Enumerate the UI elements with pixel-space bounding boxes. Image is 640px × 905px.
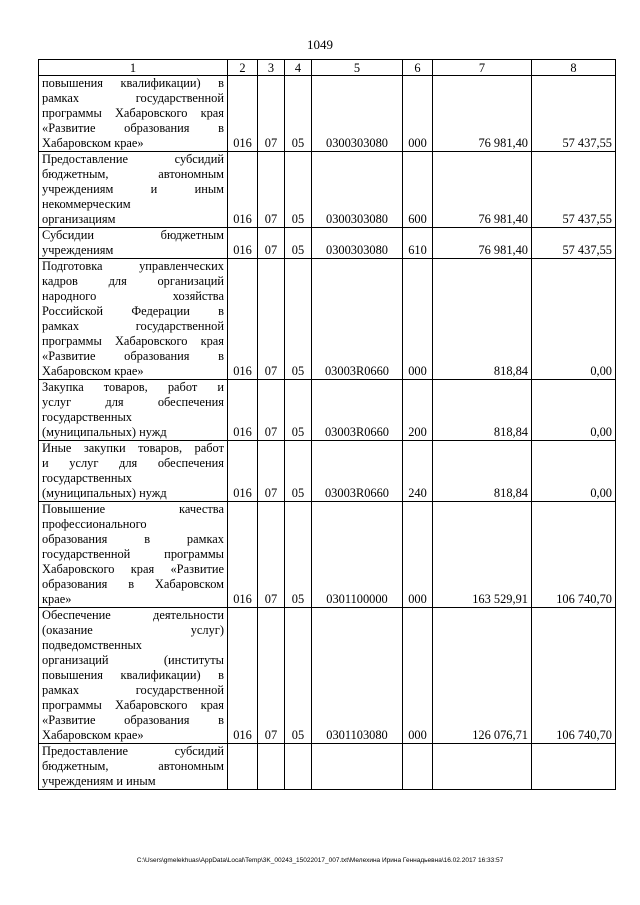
subsection-code	[285, 744, 312, 790]
col-header-3: 3	[258, 60, 285, 76]
executed-amount: 0,00	[532, 380, 616, 441]
description-line: кадров для организаций	[42, 274, 224, 288]
grbs-code	[228, 744, 258, 790]
description-line: Обеспечение деятельности	[42, 608, 224, 622]
description-line: Предоставление субсидий	[42, 152, 224, 166]
grbs-code: 016	[228, 152, 258, 228]
row-description	[39, 380, 228, 441]
description-line: повышения квалификации) в	[42, 76, 224, 90]
expense-type-code: 240	[403, 441, 433, 502]
col-header-2: 2	[228, 60, 258, 76]
expense-type-code: 000	[403, 502, 433, 608]
executed-amount	[532, 744, 616, 790]
table-row	[39, 76, 616, 152]
description-line: учреждениям и иным	[42, 774, 156, 788]
description-line: организациям	[42, 212, 116, 226]
section-code: 07	[258, 608, 285, 744]
table-row	[39, 608, 616, 744]
description-line: Предоставление субсидий	[42, 744, 224, 758]
expense-type-code	[403, 744, 433, 790]
description-line: Российской Федерации в	[42, 304, 224, 318]
executed-amount: 106 740,70	[532, 502, 616, 608]
subsection-code: 05	[285, 76, 312, 152]
description-line: рамках государственной	[42, 91, 224, 105]
description-line: государственных	[42, 471, 133, 485]
budget-table	[38, 59, 616, 790]
subsection-code: 05	[285, 380, 312, 441]
description-line: Хабаровского края «Развитие	[42, 562, 224, 576]
expense-type-code: 600	[403, 152, 433, 228]
col-header-5: 5	[312, 60, 403, 76]
table-row	[39, 502, 616, 608]
expense-type-code: 610	[403, 228, 433, 259]
col-header-4: 4	[285, 60, 312, 76]
planned-amount: 76 981,40	[433, 76, 532, 152]
description-line: государственной программы	[42, 547, 224, 561]
description-line: Повышение качества	[42, 502, 224, 516]
target-article-code: 0300303080	[312, 76, 403, 152]
col-header-1: 1	[39, 60, 228, 76]
grbs-code: 016	[228, 502, 258, 608]
target-article-code: 0301100000	[312, 502, 403, 608]
section-code: 07	[258, 502, 285, 608]
executed-amount: 57 437,55	[532, 228, 616, 259]
subsection-code: 05	[285, 228, 312, 259]
subsection-code: 05	[285, 152, 312, 228]
row-description	[39, 744, 228, 790]
grbs-code: 016	[228, 259, 258, 380]
col-header-8: 8	[532, 60, 616, 76]
subsection-code: 05	[285, 608, 312, 744]
target-article-code: 03003R0660	[312, 441, 403, 502]
planned-amount	[433, 744, 532, 790]
description-line: Иные закупки товаров, работ	[42, 441, 224, 455]
description-line: «Развитие образования в	[42, 713, 224, 727]
description-line: повышения квалификации) в	[42, 668, 224, 682]
file-path-footer: C:\Users\gmelekhuas\AppData\Local\Temp\3K_00243_15022017_007.txt\Мелехина Ирина Геннадьевна\16.02.2017 16:33:57	[136, 857, 504, 864]
planned-amount: 818,84	[433, 380, 532, 441]
description-line: рамках государственной	[42, 319, 224, 333]
description-line: Хабаровском крае»	[42, 136, 144, 150]
table-row	[39, 259, 616, 380]
description-line: учреждениям и иным	[42, 182, 224, 196]
col-header-6: 6	[403, 60, 433, 76]
executed-amount: 0,00	[532, 259, 616, 380]
description-line: бюджетным, автономным	[42, 167, 224, 181]
executed-amount: 57 437,55	[532, 152, 616, 228]
expense-type-code: 200	[403, 380, 433, 441]
description-line: «Развитие образования в	[42, 121, 224, 135]
table-row	[39, 152, 616, 228]
description-line: подведомственных	[42, 638, 142, 652]
page-number: 1049	[307, 37, 333, 52]
description-line: Субсидии бюджетным	[42, 228, 224, 242]
grbs-code: 016	[228, 380, 258, 441]
description-line: Хабаровском крае»	[42, 728, 144, 742]
header-row	[39, 60, 616, 76]
row-description	[39, 608, 228, 744]
target-article-code: 0301103080	[312, 608, 403, 744]
description-line: профессионального	[42, 517, 147, 531]
section-code: 07	[258, 380, 285, 441]
row-description	[39, 502, 228, 608]
description-line: (муниципальных) нужд	[42, 425, 167, 439]
planned-amount: 76 981,40	[433, 152, 532, 228]
planned-amount: 126 076,71	[433, 608, 532, 744]
description-line: крае»	[42, 592, 72, 606]
description-line: (оказание услуг)	[42, 623, 224, 637]
description-line: «Развитие образования в	[42, 349, 224, 363]
subsection-code: 05	[285, 441, 312, 502]
description-line: Закупка товаров, работ и	[42, 380, 224, 394]
grbs-code: 016	[228, 228, 258, 259]
row-description	[39, 441, 228, 502]
table-row	[39, 744, 616, 790]
grbs-code: 016	[228, 76, 258, 152]
target-article-code	[312, 744, 403, 790]
expense-type-code: 000	[403, 259, 433, 380]
section-code: 07	[258, 76, 285, 152]
subsection-code: 05	[285, 259, 312, 380]
row-description	[39, 152, 228, 228]
description-line: программы Хабаровского края	[42, 106, 224, 120]
description-line: бюджетным, автономным	[42, 759, 224, 773]
executed-amount: 0,00	[532, 441, 616, 502]
section-code: 07	[258, 228, 285, 259]
description-line: (муниципальных) нужд	[42, 486, 167, 500]
executed-amount: 106 740,70	[532, 608, 616, 744]
col-header-7: 7	[433, 60, 532, 76]
table-row	[39, 441, 616, 502]
target-article-code: 03003R0660	[312, 380, 403, 441]
description-line: некоммерческим	[42, 197, 131, 211]
table-row	[39, 228, 616, 259]
description-line: государственных	[42, 410, 133, 424]
grbs-code: 016	[228, 441, 258, 502]
section-code: 07	[258, 441, 285, 502]
executed-amount: 57 437,55	[532, 76, 616, 152]
description-line: учреждениям	[42, 243, 114, 257]
description-line: образования в Хабаровском	[42, 577, 224, 591]
description-line: программы Хабаровского края	[42, 334, 224, 348]
section-code	[258, 744, 285, 790]
description-line: программы Хабаровского края	[42, 698, 224, 712]
description-line: и услуг для обеспечения	[42, 456, 224, 470]
row-description	[39, 259, 228, 380]
target-article-code: 0300303080	[312, 228, 403, 259]
planned-amount: 163 529,91	[433, 502, 532, 608]
target-article-code: 0300303080	[312, 152, 403, 228]
section-code: 07	[258, 152, 285, 228]
description-line: рамках государственной	[42, 683, 224, 697]
description-line: услуг для обеспечения	[42, 395, 224, 409]
target-article-code: 03003R0660	[312, 259, 403, 380]
subsection-code: 05	[285, 502, 312, 608]
description-line: народного хозяйства	[42, 289, 224, 303]
row-description	[39, 76, 228, 152]
description-line: организаций (институты	[42, 653, 224, 667]
description-line: образования в рамках	[42, 532, 224, 546]
description-line: Хабаровском крае»	[42, 364, 144, 378]
section-code: 07	[258, 259, 285, 380]
table-row	[39, 380, 616, 441]
expense-type-code: 000	[403, 76, 433, 152]
row-description	[39, 228, 228, 259]
grbs-code: 016	[228, 608, 258, 744]
expense-type-code: 000	[403, 608, 433, 744]
description-line: Подготовка управленческих	[42, 259, 224, 273]
planned-amount: 818,84	[433, 259, 532, 380]
planned-amount: 76 981,40	[433, 228, 532, 259]
planned-amount: 818,84	[433, 441, 532, 502]
